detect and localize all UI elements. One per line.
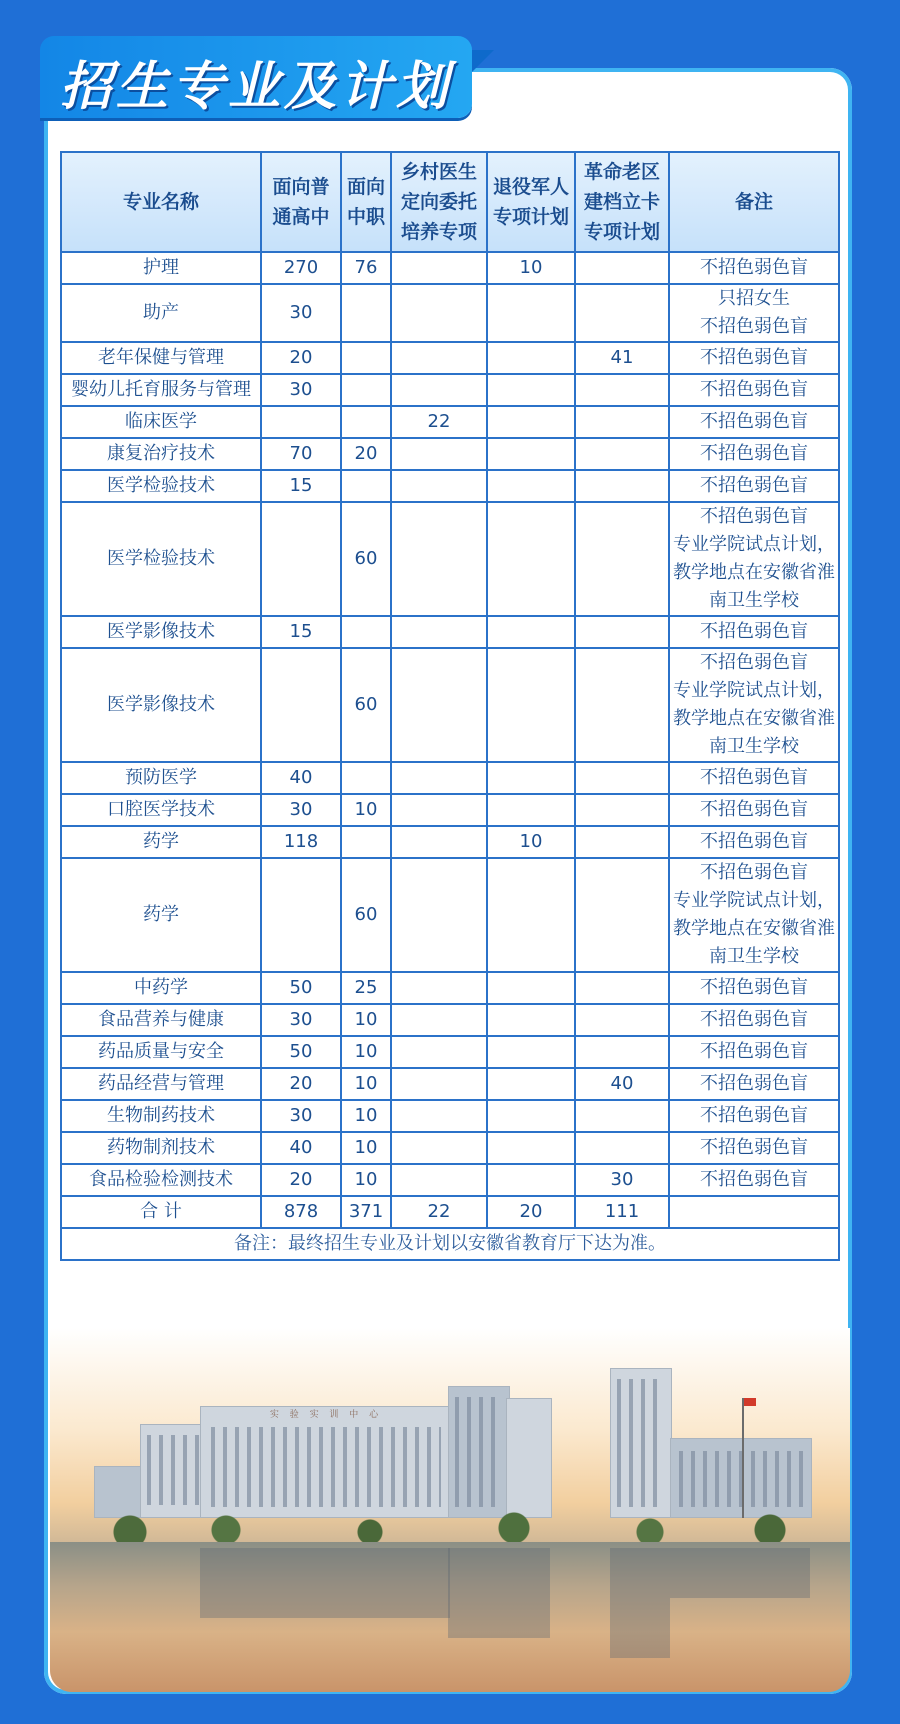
veterans-count [487,1036,575,1068]
rural-doctor-count [391,762,487,794]
old-revolutionary-area-count [575,470,669,502]
table-row [61,616,839,648]
veterans-count: 10 [487,252,575,284]
header-remarks: 备注 [669,152,839,252]
major-name: 药物制剂技术 [61,1132,261,1164]
table-row [61,1004,839,1036]
remark: 不招色弱色盲 [669,972,839,1004]
general-high-school-count: 20 [261,1068,341,1100]
rural-doctor-count [391,826,487,858]
rural-doctor-count [391,502,487,616]
remark: 不招色弱色盲 专业学院试点计划，教学地点在安徽省淮南卫生学校 [669,648,839,762]
veterans-count [487,858,575,972]
table-row [61,1100,839,1132]
table-row [61,342,839,374]
remark: 不招色弱色盲 [669,252,839,284]
old-revolutionary-area-count [575,438,669,470]
old-revolutionary-area-count [575,1004,669,1036]
table-row [61,972,839,1004]
total-old-revolutionary-area-count: 111 [575,1196,669,1228]
vocational-count: 60 [341,648,391,762]
remark: 不招色弱色盲 [669,1036,839,1068]
vocational-count: 10 [341,1036,391,1068]
major-name: 老年保健与管理 [61,342,261,374]
veterans-count [487,406,575,438]
rural-doctor-count [391,1132,487,1164]
table-row [61,762,839,794]
total-row [61,1196,839,1228]
old-revolutionary-area-count [575,502,669,616]
remark: 只招女生 不招色弱色盲 [669,284,839,342]
general-high-school-count: 50 [261,1036,341,1068]
table-row [61,502,839,616]
vocational-count: 60 [341,858,391,972]
table-row [61,1164,839,1196]
vocational-count: 60 [341,502,391,616]
page-title: 招生专业及计划 [59,57,452,117]
remark: 不招色弱色盲 [669,1100,839,1132]
remark: 不招色弱色盲 [669,1164,839,1196]
veterans-count [487,1004,575,1036]
old-revolutionary-area-count [575,374,669,406]
rural-doctor-count [391,1036,487,1068]
major-name: 生物制药技术 [61,1100,261,1132]
veterans-count [487,1068,575,1100]
rural-doctor-count [391,374,487,406]
vocational-count [341,284,391,342]
vocational-count [341,342,391,374]
old-revolutionary-area-count [575,794,669,826]
table-row [61,438,839,470]
major-name: 药品质量与安全 [61,1036,261,1068]
old-revolutionary-area-count [575,858,669,972]
total-rural-doctor-count: 22 [391,1196,487,1228]
general-high-school-count [261,406,341,438]
general-high-school-count: 50 [261,972,341,1004]
veterans-count [487,502,575,616]
general-high-school-count: 30 [261,794,341,826]
table-row [61,374,839,406]
table-row [61,252,839,284]
general-high-school-count [261,648,341,762]
old-revolutionary-area-count: 40 [575,1068,669,1100]
total-general-high-school-count: 878 [261,1196,341,1228]
remark: 不招色弱色盲 [669,794,839,826]
flagpole [742,1398,744,1518]
major-name: 医学影像技术 [61,616,261,648]
general-high-school-count [261,502,341,616]
general-high-school-count: 40 [261,1132,341,1164]
major-name: 药学 [61,826,261,858]
vocational-count: 10 [341,1004,391,1036]
rural-doctor-count [391,1164,487,1196]
veterans-count [487,1132,575,1164]
enrollment-plan-table [60,151,840,1261]
rural-doctor-count [391,252,487,284]
old-revolutionary-area-count [575,284,669,342]
general-high-school-count: 20 [261,342,341,374]
remark: 不招色弱色盲 [669,470,839,502]
major-name: 医学影像技术 [61,648,261,762]
vocational-count: 10 [341,1132,391,1164]
remark: 不招色弱色盲 [669,762,839,794]
major-name: 医学检验技术 [61,502,261,616]
header-old-revolutionary-area: 革命老区建档立卡专项计划 [575,152,669,252]
veterans-count [487,616,575,648]
vocational-count [341,762,391,794]
vocational-count: 10 [341,794,391,826]
old-revolutionary-area-count: 41 [575,342,669,374]
total-veterans-count: 20 [487,1196,575,1228]
veterans-count [487,648,575,762]
rural-doctor-count [391,342,487,374]
remark: 不招色弱色盲 专业学院试点计划，教学地点在安徽省淮南卫生学校 [669,858,839,972]
vocational-count: 10 [341,1100,391,1132]
veterans-count [487,342,575,374]
table-row [61,826,839,858]
remark: 不招色弱色盲 [669,826,839,858]
rural-doctor-count: 22 [391,406,487,438]
table-row [61,406,839,438]
old-revolutionary-area-count [575,1036,669,1068]
table-row [61,794,839,826]
rural-doctor-count [391,972,487,1004]
old-revolutionary-area-count [575,972,669,1004]
remark: 不招色弱色盲 [669,1132,839,1164]
veterans-count [487,794,575,826]
old-revolutionary-area-count [575,648,669,762]
general-high-school-count: 70 [261,438,341,470]
rural-doctor-count [391,470,487,502]
total-vocational-count: 371 [341,1196,391,1228]
old-revolutionary-area-count [575,762,669,794]
major-name: 助产 [61,284,261,342]
table-row [61,470,839,502]
major-name: 康复治疗技术 [61,438,261,470]
old-revolutionary-area-count [575,406,669,438]
campus-photo [50,1328,850,1692]
vocational-count [341,374,391,406]
remark: 不招色弱色盲 [669,1068,839,1100]
table-row [61,858,839,972]
old-revolutionary-area-count [575,616,669,648]
vocational-count [341,470,391,502]
vocational-count: 10 [341,1164,391,1196]
veterans-count [487,1164,575,1196]
general-high-school-count: 20 [261,1164,341,1196]
remark: 不招色弱色盲 [669,342,839,374]
remark: 不招色弱色盲 [669,438,839,470]
total-label: 合 计 [61,1196,261,1228]
building-sign: 实 验 实 训 中 心 [269,1410,383,1420]
vocational-count [341,616,391,648]
remark: 不招色弱色盲 专业学院试点计划，教学地点在安徽省淮南卫生学校 [669,502,839,616]
remark: 不招色弱色盲 [669,616,839,648]
veterans-count [487,1100,575,1132]
rural-doctor-count [391,616,487,648]
vocational-count: 20 [341,438,391,470]
major-name: 口腔医学技术 [61,794,261,826]
general-high-school-count: 118 [261,826,341,858]
general-high-school-count: 15 [261,470,341,502]
veterans-count [487,470,575,502]
vocational-count [341,826,391,858]
remark: 不招色弱色盲 [669,374,839,406]
footnote-row [61,1228,839,1260]
major-name: 药学 [61,858,261,972]
general-high-school-count: 30 [261,284,341,342]
tower-building [610,1368,672,1518]
veterans-count [487,762,575,794]
old-revolutionary-area-count [575,1100,669,1132]
rural-doctor-count [391,1004,487,1036]
general-high-school-count: 30 [261,1100,341,1132]
header-veterans: 退役军人专项计划 [487,152,575,252]
rural-doctor-count [391,284,487,342]
major-name: 护理 [61,252,261,284]
training-center-building [200,1406,452,1518]
major-name: 预防医学 [61,762,261,794]
header-vocational: 面向中职 [341,152,391,252]
old-revolutionary-area-count: 30 [575,1164,669,1196]
title-banner [40,36,472,118]
rural-doctor-count [391,648,487,762]
rural-doctor-count [391,1100,487,1132]
table-row [61,284,839,342]
veterans-count [487,438,575,470]
major-name: 婴幼儿托育服务与管理 [61,374,261,406]
table-header-row [61,152,839,252]
building [670,1438,812,1518]
major-name: 食品营养与健康 [61,1004,261,1036]
total-remark [669,1196,839,1228]
vocational-count: 25 [341,972,391,1004]
header-major: 专业名称 [61,152,261,252]
rural-doctor-count [391,438,487,470]
table-row [61,1132,839,1164]
remark: 不招色弱色盲 [669,1004,839,1036]
table-row [61,1036,839,1068]
table-row [61,648,839,762]
flag [744,1398,756,1406]
header-rural-doctor: 乡村医生定向委托培养专项 [391,152,487,252]
old-revolutionary-area-count [575,252,669,284]
header-general-high-school: 面向普通高中 [261,152,341,252]
general-high-school-count: 30 [261,374,341,406]
general-high-school-count: 40 [261,762,341,794]
rural-doctor-count [391,794,487,826]
general-high-school-count: 270 [261,252,341,284]
veterans-count [487,284,575,342]
vocational-count: 10 [341,1068,391,1100]
general-high-school-count: 30 [261,1004,341,1036]
veterans-count [487,374,575,406]
major-name: 中药学 [61,972,261,1004]
veterans-count [487,972,575,1004]
vocational-count [341,406,391,438]
rural-doctor-count [391,858,487,972]
major-name: 食品检验检测技术 [61,1164,261,1196]
major-name: 药品经营与管理 [61,1068,261,1100]
major-name: 医学检验技术 [61,470,261,502]
building [506,1398,552,1518]
lake-reflection [50,1542,850,1692]
general-high-school-count [261,858,341,972]
building [448,1386,510,1518]
table-footnote: 备注：最终招生专业及计划以安徽省教育厅下达为准。 [61,1228,839,1260]
vocational-count: 76 [341,252,391,284]
table-row [61,1068,839,1100]
rural-doctor-count [391,1068,487,1100]
major-name: 临床医学 [61,406,261,438]
old-revolutionary-area-count [575,1132,669,1164]
remark: 不招色弱色盲 [669,406,839,438]
veterans-count: 10 [487,826,575,858]
old-revolutionary-area-count [575,826,669,858]
general-high-school-count: 15 [261,616,341,648]
